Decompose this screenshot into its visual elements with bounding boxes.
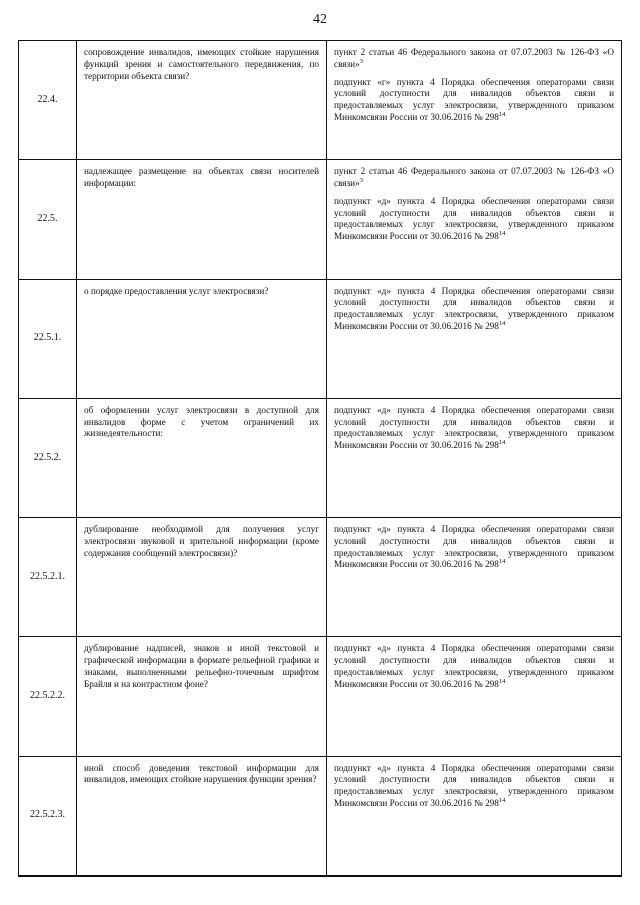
table-row-legal-basis [327,757,621,876]
footnote-marker: 3 [359,176,363,184]
table-row-description: дублирование необходимой для получения услуг электросвязи звуковой и зрительной информации (кроме содержания сообщений электросвязи)? [77,518,327,637]
table-row-description: сопровождение инвалидов, имеющих стойкие нарушения функций зрения и самостоятельного передвижения, по территории объекта связи? [77,41,327,160]
legal-reference-text: пункт 2 статьи 46 Федерального закона от 07.07.2003 № 126-ФЗ «О связи» [334,47,614,69]
table-body [19,41,621,876]
legal-reference [334,196,614,243]
legal-reference [334,286,614,333]
table-row-legal-basis [327,518,621,637]
legal-reference [334,524,614,571]
legal-reference-text: пункт 2 статьи 46 Федерального закона от 07.07.2003 № 126-ФЗ «О связи» [334,166,614,189]
table-row-legal-basis [327,280,621,399]
footnote-marker: 14 [498,110,506,118]
legal-reference-text: подпункт «г» пункта 4 Порядка обеспечения операторами связи условий доступности для инвалидов объектов связи и предоставляемых услуг электросвязи, утвержденного приказом Минкомсвязи России от 30.06.2016 № 298 [334,76,614,122]
page-number: 42 [313,12,327,27]
footnote-marker: 14 [498,439,506,447]
table-row-description: о порядке предоставления услуг электросвязи? [77,280,327,399]
table-row-number: 22.4. [19,41,77,160]
legal-reference-text: подпункт «д» пункта 4 Порядка обеспечения операторами связи условий доступности для инвалидов объектов связи и предоставляемых услуг электросвязи, утвержденного приказом Минкомсвязи России от 30.06.2016 № 298 [334,524,614,570]
footnote-marker: 14 [498,319,506,327]
legal-reference [334,47,614,71]
table-row-number: 22.5.2.1. [19,518,77,637]
footnote-marker: 14 [498,677,506,685]
legal-reference [334,763,614,810]
requirements-table [18,40,622,877]
legal-reference [334,77,614,124]
footnote-marker: 14 [498,796,506,804]
table-row-description: дублирование надписей, знаков и иной текстовой и графической информации в формате рельефной графики и знаками, выполненными рельефно-точечным шрифтом Брайля и на контрастном фоне? [77,637,327,756]
table-row-legal-basis [327,399,621,518]
legal-reference-text: подпункт «д» пункта 4 Порядка обеспечения операторами связи условий доступности для инвалидов объектов связи и предоставляемых услуг электросвязи, утвержденного приказом Минкомсвязи России от 30.06.2016 № 298 [334,762,614,808]
footnote-marker: 3 [359,57,363,65]
legal-reference-text: подпункт «д» пункта 4 Порядка обеспечения операторами связи условий доступности для инвалидов объектов связи и предоставляемых услуг электросвязи, утвержденного приказом Минкомсвязи России от 30.06.2016 № 298 [334,195,614,242]
legal-reference [334,166,614,190]
table-row-description: иной способ доведения текстовой информации для инвалидов, имеющих стойкие нарушения функции зрения? [77,757,327,876]
table-row-number: 22.5.2.3. [19,757,77,876]
table-row-legal-basis [327,41,621,160]
table-row-description: надлежащее размещение на объектах связи носителей информации: [77,160,327,279]
table-row-legal-basis [327,637,621,756]
legal-reference-text: подпункт «д» пункта 4 Порядка обеспечения операторами связи условий доступности для инвалидов объектов связи и предоставляемых услуг электросвязи, утвержденного приказом Минкомсвязи России от 30.06.2016 № 298 [334,643,614,689]
table-row-legal-basis [327,160,621,279]
table-row-number: 22.5.1. [19,280,77,399]
footnote-marker: 14 [498,558,506,566]
legal-reference [334,643,614,690]
table-row-number: 22.5.2.2. [19,637,77,756]
table-row-number: 22.5. [19,160,77,279]
legal-reference [334,405,614,452]
table-row-number: 22.5.2. [19,399,77,518]
table-row-description: об оформлении услуг электросвязи в доступной для инвалидов форме с учетом ограничений их жизнедеятельности: [77,399,327,518]
legal-reference-text: подпункт «д» пункта 4 Порядка обеспечения операторами связи условий доступности для инвалидов объектов связи и предоставляемых услуг электросвязи, утвержденного приказом Минкомсвязи России от 30.06.2016 № 298 [334,285,614,331]
footnote-marker: 14 [498,230,506,238]
legal-reference-text: подпункт «д» пункта 4 Порядка обеспечения операторами связи условий доступности для инвалидов объектов связи и предоставляемых услуг электросвязи, утвержденного приказом Минкомсвязи России от 30.06.2016 № 298 [334,404,614,451]
